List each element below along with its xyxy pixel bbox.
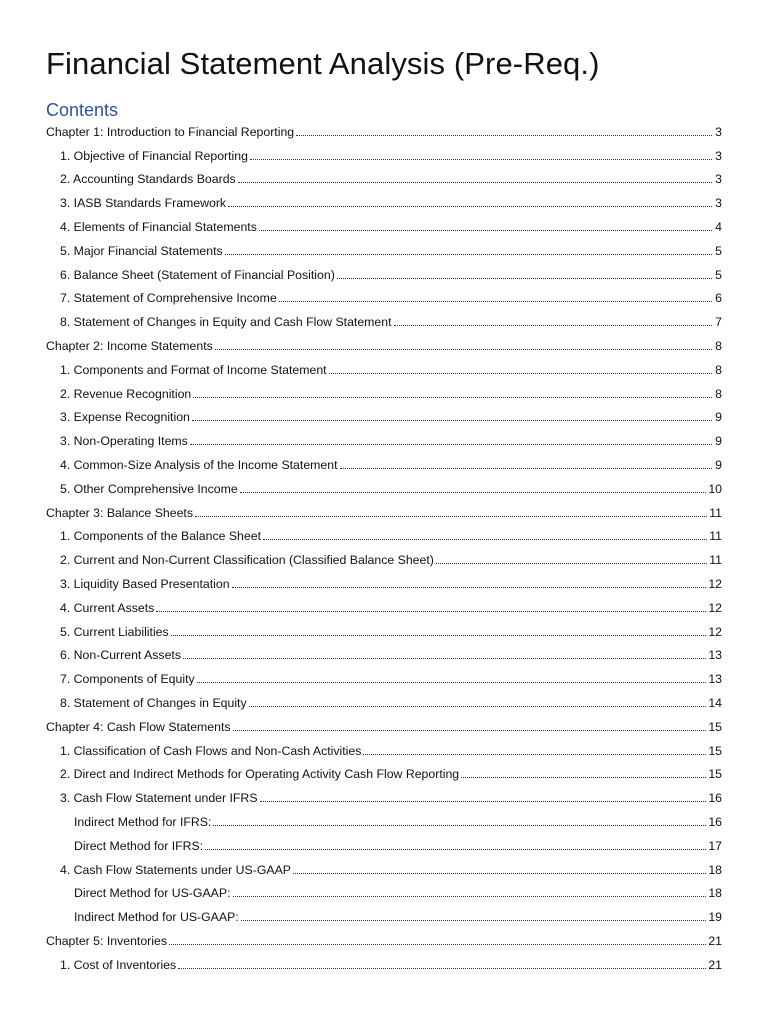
toc-page-number[interactable]: 3: [715, 196, 722, 211]
toc-entry[interactable]: [46, 905, 722, 929]
toc-entry[interactable]: [46, 382, 722, 406]
toc-page-number[interactable]: 15: [708, 767, 722, 782]
toc-dot-leader: [213, 824, 706, 826]
toc-dot-leader: [250, 158, 712, 160]
toc-entry[interactable]: [46, 834, 722, 858]
toc-entry-title[interactable]: 3. Liquidity Based Presentation: [60, 577, 230, 592]
toc-entry[interactable]: [46, 715, 722, 739]
toc-dot-leader: [192, 419, 712, 421]
toc-entry-title[interactable]: 5. Current Liabilities: [60, 624, 169, 639]
toc-page-number[interactable]: 9: [715, 458, 722, 473]
toc-entry[interactable]: [46, 215, 722, 239]
toc-dot-leader: [233, 895, 707, 897]
toc-entry-title[interactable]: 1. Components of the Balance Sheet: [60, 529, 261, 544]
table-of-contents: [46, 120, 722, 977]
toc-entry-title[interactable]: 1. Classification of Cash Flows and Non-Cash Activities: [60, 743, 362, 758]
toc-page-number[interactable]: 11: [709, 505, 722, 520]
toc-entry-title[interactable]: 2. Current and Non-Current Classification (Classified Balance Sheet): [60, 553, 434, 568]
toc-entry[interactable]: [46, 310, 722, 334]
toc-entry-title[interactable]: 8. Statement of Changes in Equity and Cash Flow Statement: [60, 315, 392, 330]
toc-entry[interactable]: [46, 620, 722, 644]
toc-dot-leader: [190, 443, 712, 445]
toc-entry[interactable]: [46, 691, 722, 715]
toc-entry[interactable]: [46, 334, 722, 358]
toc-page-number[interactable]: 5: [715, 267, 722, 282]
toc-entry[interactable]: [46, 644, 722, 668]
toc-entry-title[interactable]: 6. Balance Sheet (Statement of Financial Position): [60, 267, 335, 282]
toc-entry-title[interactable]: 2. Revenue Recognition: [60, 386, 192, 401]
toc-dot-leader: [263, 538, 707, 540]
toc-entry-title[interactable]: Chapter 2: Income Statements: [46, 339, 213, 354]
toc-entry[interactable]: [46, 239, 722, 263]
toc-entry[interactable]: [46, 501, 722, 525]
toc-entry[interactable]: [46, 120, 722, 144]
toc-entry[interactable]: [46, 358, 722, 382]
toc-dot-leader: [329, 372, 712, 374]
toc-entry[interactable]: [46, 953, 722, 977]
toc-dot-leader: [171, 634, 707, 636]
toc-dot-leader: [178, 967, 706, 969]
toc-dot-leader: [240, 491, 707, 493]
toc-page-number[interactable]: 8: [715, 339, 722, 354]
toc-page-number[interactable]: 4: [715, 220, 722, 235]
toc-entry[interactable]: [46, 548, 722, 572]
toc-entry-title[interactable]: 5. Other Comprehensive Income: [60, 481, 238, 496]
toc-page-number[interactable]: 21: [708, 957, 722, 972]
toc-entry[interactable]: [46, 572, 722, 596]
toc-page-number[interactable]: 6: [715, 291, 722, 306]
toc-dot-leader: [156, 610, 706, 612]
toc-dot-leader: [461, 776, 706, 778]
toc-entry[interactable]: [46, 667, 722, 691]
toc-dot-leader: [232, 586, 707, 588]
toc-dot-leader: [337, 277, 712, 279]
toc-page-number[interactable]: 16: [708, 815, 722, 829]
toc-entry-title[interactable]: 3. Expense Recognition: [60, 410, 190, 425]
toc-page-number[interactable]: 3: [715, 148, 722, 163]
toc-entry[interactable]: [46, 287, 722, 311]
toc-entry[interactable]: [46, 477, 722, 501]
toc-dot-leader: [363, 753, 706, 755]
toc-dot-leader: [238, 181, 712, 183]
toc-dot-leader: [228, 205, 712, 207]
toc-entry-title[interactable]: 6. Non-Current Assets: [60, 648, 181, 663]
toc-entry-title[interactable]: Indirect Method for IFRS:: [74, 815, 212, 829]
toc-dot-leader: [183, 657, 706, 659]
toc-entry-title[interactable]: 4. Elements of Financial Statements: [60, 220, 257, 235]
toc-entry[interactable]: [46, 882, 722, 906]
toc-dot-leader: [260, 800, 707, 802]
toc-page-number[interactable]: 8: [715, 362, 722, 377]
toc-page-number[interactable]: 21: [708, 933, 722, 948]
toc-page-number[interactable]: 18: [708, 862, 722, 877]
toc-page-number[interactable]: 9: [715, 410, 722, 425]
toc-dot-leader: [169, 943, 706, 945]
toc-page-number[interactable]: 18: [708, 886, 722, 901]
toc-dot-leader: [279, 300, 712, 302]
document-title: Financial Statement Analysis (Pre-Req.): [46, 46, 600, 81]
toc-dot-leader: [205, 848, 706, 850]
toc-entry-title[interactable]: Chapter 1: Introduction to Financial Reporting: [46, 124, 295, 139]
toc-entry[interactable]: [46, 144, 722, 168]
toc-page-number[interactable]: 11: [709, 529, 722, 544]
toc-entry[interactable]: [46, 263, 722, 287]
toc-page-number[interactable]: 13: [708, 672, 722, 687]
toc-entry-title[interactable]: Chapter 3: Balance Sheets: [46, 505, 193, 520]
toc-page-number[interactable]: 11: [709, 553, 722, 568]
toc-entry[interactable]: [46, 453, 722, 477]
toc-entry-title[interactable]: 3. Cash Flow Statement under IFRS: [60, 791, 258, 806]
toc-dot-leader: [249, 705, 707, 707]
toc-dot-leader: [436, 562, 707, 564]
toc-entry[interactable]: [46, 763, 722, 787]
toc-dot-leader: [197, 681, 707, 683]
toc-entry-title[interactable]: Chapter 4: Cash Flow Statements: [46, 719, 231, 734]
toc-dot-leader: [233, 729, 707, 731]
toc-dot-leader: [215, 348, 712, 350]
toc-entry[interactable]: [46, 191, 722, 215]
toc-entry-title[interactable]: 4. Common-Size Analysis of the Income Statement: [60, 458, 338, 473]
toc-entry-title[interactable]: 3. IASB Standards Framework: [60, 196, 227, 211]
toc-page-number[interactable]: 17: [708, 838, 722, 853]
toc-dot-leader: [394, 324, 712, 326]
toc-page-number[interactable]: 10: [708, 481, 722, 496]
toc-entry-title[interactable]: 7. Statement of Comprehensive Income: [60, 291, 277, 306]
toc-dot-leader: [193, 396, 712, 398]
toc-dot-leader: [296, 134, 712, 136]
toc-page-number[interactable]: 12: [708, 577, 722, 592]
toc-entry-title[interactable]: Direct Method for IFRS:: [74, 838, 204, 853]
toc-entry[interactable]: [46, 525, 722, 549]
toc-entry[interactable]: [46, 406, 722, 430]
toc-entry[interactable]: [46, 596, 722, 620]
toc-page-number[interactable]: 19: [708, 910, 722, 925]
toc-entry-title[interactable]: 1. Objective of Financial Reporting: [60, 148, 248, 163]
toc-entry-title[interactable]: Direct Method for US-GAAP:: [74, 886, 231, 901]
contents-heading: Contents: [46, 100, 119, 120]
toc-page-number[interactable]: 13: [708, 648, 722, 663]
toc-page-number[interactable]: 9: [715, 434, 722, 449]
toc-page-number[interactable]: 5: [715, 243, 722, 258]
toc-entry[interactable]: [46, 810, 722, 834]
toc-page-number[interactable]: 7: [715, 315, 722, 330]
toc-entry[interactable]: [46, 739, 722, 763]
toc-page-number[interactable]: 8: [715, 386, 722, 401]
toc-dot-leader: [340, 467, 713, 469]
toc-entry-title[interactable]: 8. Statement of Changes in Equity: [60, 696, 247, 711]
toc-entry[interactable]: [46, 429, 722, 453]
toc-dot-leader: [241, 919, 707, 921]
toc-entry[interactable]: [46, 168, 722, 192]
toc-entry-title[interactable]: Indirect Method for US-GAAP:: [74, 910, 239, 925]
toc-entry-title[interactable]: 1. Cost of Inventories: [60, 957, 177, 972]
toc-page-number[interactable]: 15: [708, 743, 722, 758]
toc-entry[interactable]: [46, 858, 722, 882]
toc-entry[interactable]: [46, 929, 722, 953]
toc-dot-leader: [225, 253, 712, 255]
toc-entry-title[interactable]: 1. Components and Format of Income Statement: [60, 362, 327, 377]
toc-page-number[interactable]: 3: [715, 124, 722, 139]
toc-entry-title[interactable]: 2. Accounting Standards Boards: [60, 172, 236, 187]
toc-entry-title[interactable]: 5. Major Financial Statements: [60, 243, 223, 258]
toc-entry[interactable]: [46, 786, 722, 810]
toc-page-number[interactable]: 15: [708, 719, 722, 734]
toc-dot-leader: [259, 229, 712, 231]
toc-page-number[interactable]: 14: [708, 696, 722, 711]
toc-page-number[interactable]: 16: [708, 791, 722, 806]
toc-entry-title[interactable]: 4. Cash Flow Statements under US-GAAP: [60, 862, 292, 877]
toc-entry-title[interactable]: 3. Non-Operating Items: [60, 434, 188, 449]
toc-dot-leader: [293, 872, 706, 874]
toc-page-number[interactable]: 12: [708, 624, 722, 639]
toc-entry-title[interactable]: 7. Components of Equity: [60, 672, 195, 687]
toc-page-number[interactable]: 3: [715, 172, 722, 187]
toc-entry-title[interactable]: 4. Current Assets: [60, 600, 155, 615]
toc-entry-title[interactable]: Chapter 5: Inventories: [46, 933, 167, 948]
toc-entry-title[interactable]: 2. Direct and Indirect Methods for Operating Activity Cash Flow Reporting: [60, 767, 460, 782]
toc-page-number[interactable]: 12: [708, 600, 722, 615]
toc-dot-leader: [195, 515, 707, 517]
